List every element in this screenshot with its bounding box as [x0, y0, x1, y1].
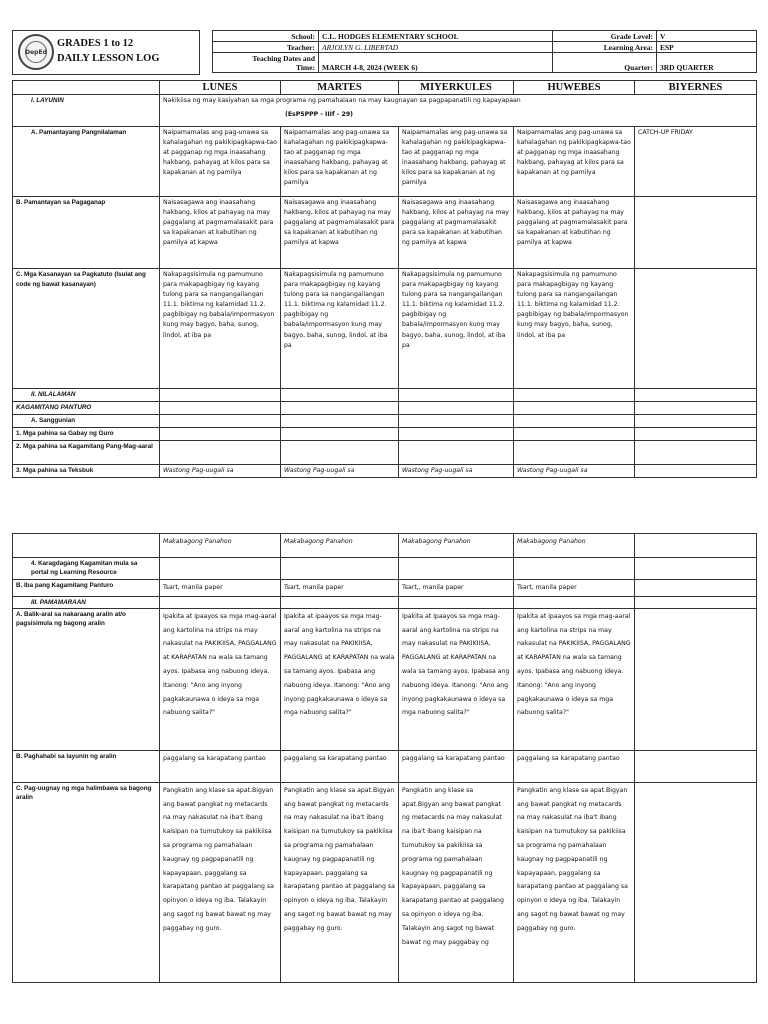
day-biyernes: BIYERNES	[635, 81, 757, 95]
pamantayang-cell-biyernes: CATCH-UP FRIDAY	[635, 127, 757, 197]
area-value: ESP	[657, 42, 757, 53]
pagaganap-cell-martes: Naisasagawa ang inaasahang hakbang, kilos at pahayag na may paggalang at pagmamalasakit para sa kapakanan at kabutihan ng pamilya at kapwa	[281, 197, 399, 269]
day-header-row	[13, 81, 757, 95]
lesson-table-page1	[12, 80, 757, 478]
pamantayang-cell-huwebes: Naipamamalas ang pag-unawa sa kahalagahan ng pakikipagkapwa-tao at pagganap ng mga inaasahang hakbang, pahayag at kilos para sa kapakanan at ng pamilya	[514, 127, 635, 197]
day-miyerkules: MIYERKULES	[399, 81, 514, 95]
grade-label: Grade Level:	[553, 31, 657, 42]
iba-cell-huwebes: Tsart, manila paper	[514, 580, 635, 597]
seal-text: DepEd	[25, 41, 47, 63]
school-value: C.L. HODGES ELEMENTARY SCHOOL	[319, 31, 553, 42]
panahon-cell-miyerkules: Makabagong Panahon	[399, 534, 514, 558]
pamantayang-cell-miyerkules: Naipamamalas ang pag-unawa sa kahalagahan ng pakikipagkapwa-tao at pagganap ng mga inaasahang hakbang, pahayag at kilos para sa kapakanan at ng pamilya	[399, 127, 514, 197]
kagamitan-label: KAGAMITANG PANTURO	[13, 402, 160, 415]
title-dll: DAILY LESSON LOG	[57, 53, 160, 64]
paghahabi-row	[13, 750, 757, 782]
pagaganap-label: B. Pamantayan sa Pagaganap	[13, 197, 160, 269]
quarter-label: Quarter:	[553, 53, 657, 73]
pamamaraan-label: III. PAMAMARAAN	[13, 596, 160, 608]
panahon-cell-lunes: Makabagong Panahon	[160, 534, 281, 558]
pamantayang-label: A. Pamantayang Pangnilalaman	[13, 127, 160, 197]
kasanayan-cell-huwebes: Nakapagsisimula ng pamumuno para makapagbigay ng kayang tulong para sa nangangailangan 11.1. biktima ng kalamidad 11.2. pagbibigay ng babala/impormasyon kung may bagyo, baha, sunog, lindol, at iba pa	[514, 269, 635, 389]
kasanayan-cell-lunes: Nakapagsisimula ng pamumuno para makapagbigay ng kayang tulong para sa nangangailangan 11.1. biktima ng kalamidad 11.2. pagbibigay ng babala/impormasyon kung may bagyo, baha, sunog, lindol, at iba pa	[160, 269, 281, 389]
kagamitang-row	[13, 441, 757, 465]
pamantayang-cell-lunes: Naipamamalas ang pag-unawa sa kahalagahan ng pakikipagkapwa-tao at pagganap ng mga inaasahang hakbang, pahayag at kilos para sa kapakanan at ng pamilya	[160, 127, 281, 197]
kasanayan-label: C. Mga Kasanayan sa Pagkatuto (Isulat ang code ng bawat kasanayan)	[13, 269, 160, 389]
header-info-table	[212, 30, 757, 73]
pag-uugnay-row	[13, 782, 757, 982]
day-martes: MARTES	[281, 81, 399, 95]
kagamitang-label: 2. Mga pahina sa Kagamitang Pang-Mag-aaral	[13, 441, 160, 465]
teksbuk-cell-lunes: Wastong Pag-uugali sa	[160, 465, 281, 478]
balik-aral-label: A. Balik-aral sa nakaraang aralin at/o pagsisimula ng bagong aralin	[13, 608, 160, 750]
iba-pang-kagamitan-row	[13, 580, 757, 597]
pagaganap-cell-huwebes: Naisasagawa ang inaasahang hakbang, kilos at pahayag na may paggalang at pagmamalasakit para sa kapakanan at kabutihan ng pamilya at kapwa	[514, 197, 635, 269]
teksbuk-row	[13, 465, 757, 478]
panahon-row	[13, 534, 757, 558]
pag-uugnay-cell-lunes: Pangkatin ang klase sa apat.Bigyan ang bawat pangkat ng metacards na may nakasulat na iba't ibang kaisipan na tumutukoy sa pakikiisa sa programa ng pamahalaan kaugnay ng pagpapanatili ng kapayapaan, paggalang sa karapatang pantao at paggalang sa opinyon o ideya ng iba. Talakayin ang sagot ng bawat bawat ng may paggabay ng guro.	[160, 782, 281, 982]
panahon-label-cell	[13, 534, 160, 558]
teksbuk-cell-miyerkules: Wastong Pag-uugali sa	[399, 465, 514, 478]
gabay-label: 1. Mga pahina sa Gabay ng Guro	[13, 428, 160, 441]
day-lunes: LUNES	[160, 81, 281, 95]
pag-uugnay-label: C. Pag-uugnay ng mga halimbawa sa bagong aralin	[13, 782, 160, 982]
balik-cell-miyerkules: Ipakita at ipaayos sa mga mag-aaral ang kartolina na strips na may nakasulat na PAKIKIISA, PAGGALANG at KARAPATAN na wala sa tamang ayos. Ipabasa ang nabuong ideya. Itanong: "Ano ang inyong pagkakaunawa o ideya sa mga nabuong salita?"	[399, 608, 514, 750]
pag-uugnay-cell-huwebes: Pangkatin ang klase sa apat.Bigyan ang bawat pangkat ng metacards na may nakasulat na iba't ibang kaisipan na tumutukoy sa pakikiisa sa programa ng pamahalaan kaugnay ng pagpapanatili ng kapayapaan, paggalang sa karapatang pantao at paggalang sa opinyon o ideya ng iba. Talakayin ang sagot ng bawat bawat ng may paggabay ng guro.	[514, 782, 635, 982]
dates-value: MARCH 4-8, 2024 (WEEK 6)	[319, 53, 553, 73]
iba-cell-lunes: Tsart, manila paper	[160, 580, 281, 597]
iba-cell-martes: Tsart, manila paper	[281, 580, 399, 597]
teksbuk-label: 3. Mga pahina sa Teksbuk	[13, 465, 160, 478]
teksbuk-cell-martes: Wastong Pag-uugali sa	[281, 465, 399, 478]
pag-uugnay-cell-miyerkules: Pangkatin ang klase sa apat.Bigyan ang bawat pangkat ng metacards na may nakasulat na iba't ibang kaisipan na tumutukoy sa pakikiisa sa programa ng pamahalaan kaugnay ng pagpapanatili ng kapayapaan, paggalang sa karapatang pantao at paggalang sa opinyon o ideya ng iba. Talakayin ang sagot ng bawat bawat ng may paggabay ng	[399, 782, 514, 982]
balik-cell-biyernes	[635, 608, 757, 750]
pag-uugnay-cell-martes: Pangkatin ang klase sa apat.Bigyan ang bawat pangkat ng metacards na may nakasulat na iba't ibang kaisipan na tumutukoy sa pakikiisa sa programa ng pamahalaan kaugnay ng pagpapanatili ng kapayapaan, paggalang sa karapatang pantao at paggalang sa opinyon o ideya ng iba. Talakayin ang sagot ng bawat bawat ng may paggabay ng guro.	[281, 782, 399, 982]
teacher-value: ARJOLYN G. LIBERTAD	[319, 42, 553, 53]
teksbuk-cell-huwebes: Wastong Pag-uugali sa	[514, 465, 635, 478]
learning-resource-row	[13, 558, 757, 580]
panahon-cell-huwebes: Makabagong Panahon	[514, 534, 635, 558]
pamantayang-cell-martes: Naipamamalas ang pag-unawa sa kahalagahan ng pakikipagkapwa-tao at pagganap ng mga inaasahang hakbang, pahayag at kilos para sa kapakanan at ng pamilya	[281, 127, 399, 197]
sanggunian-label: A. Sanggunian	[13, 415, 160, 428]
pagaganap-cell-miyerkules: Naisasagawa ang inaasahang hakbang, kilos at pahayag na may paggalang at pagmamalasakit para sa kapakanan at kabutihan ng pamilya at kapwa	[399, 197, 514, 269]
pagaganap-row	[13, 197, 757, 269]
panahon-cell-biyernes	[635, 534, 757, 558]
kasanayan-cell-biyernes	[635, 269, 757, 389]
paghahabi-cell-miyerkules: paggalang sa karapatang pantao	[399, 750, 514, 782]
layunin-row	[13, 95, 757, 127]
deped-header-box	[12, 30, 200, 75]
lesson-table-page2	[12, 533, 757, 983]
panahon-cell-martes: Makabagong Panahon	[281, 534, 399, 558]
learning-resource-label: 4. Karagdagang Kagamitan mula sa portal ng Learning Resource	[13, 558, 160, 580]
school-label: School:	[213, 31, 319, 42]
quarter-value: 3RD QUARTER	[657, 53, 757, 73]
balik-cell-huwebes: Ipakita at ipaayos sa mga mag-aaral ang kartolina na strips na may nakasulat na PAKIKIISA, PAGGALANG at KARAPATAN na wala sa tamang ayos. Ipabasa ang nabuong ideya. Itanong: "Ano ang inyong pagkakaunawa o ideya sa mga nabuong salita?"	[514, 608, 635, 750]
layunin-code: (EsP5PPP - IIIf - 29)	[285, 111, 353, 119]
balik-cell-lunes: Ipakita at ipaayos sa mga mag-aaral ang kartolina na strips na may nakasulat na PAKIKIISA, PAGGALANG at KARAPATAN na wala sa tamang ayos. Ipabasa ang nabuong ideya. Itanong: "Ano ang inyong pagkakaunawa o ideya sa mga nabuong salita?"	[160, 608, 281, 750]
layunin-label: I. LAYUNIN	[13, 95, 160, 127]
deped-seal-icon	[18, 34, 54, 70]
paghahabi-cell-lunes: paggalang sa karapatang pantao	[160, 750, 281, 782]
paghahabi-label: B. Paghahabi sa layunin ng aralin	[13, 750, 160, 782]
pamantayang-row	[13, 127, 757, 197]
corner-cell	[13, 81, 160, 95]
grade-value: V	[657, 31, 757, 42]
teacher-label: Teacher:	[213, 42, 319, 53]
gabay-row	[13, 428, 757, 441]
document-title	[57, 36, 160, 66]
nilalaman-label: II. NILALAMAN	[13, 389, 160, 402]
layunin-text: Nakikiisa ng may kasiyahan sa mga programa ng pamahalaan na may kaugnayan sa pagpapanatili ng kapayapaan	[163, 97, 521, 104]
sanggunian-row	[13, 415, 757, 428]
kasanayan-row	[13, 269, 757, 389]
iba-pang-kagamitan-label: B. Iba pang Kagamitang Panturo	[13, 580, 160, 597]
paghahabi-cell-martes: paggalang sa karapatang pantao	[281, 750, 399, 782]
kasanayan-cell-miyerkules: Nakapagsisimula ng pamumuno para makapagbigay ng kayang tulong para sa nangangailangan 11.1. biktima ng kalamidad 11.2. pagbibigay ng babala/impormasyon kung may bagyo, baha, sunog, lindol, at iba pa	[399, 269, 514, 389]
iba-cell-biyernes	[635, 580, 757, 597]
title-grades: GRADES 1 to 12	[57, 38, 134, 49]
kagamitan-row	[13, 402, 757, 415]
pamamaraan-row	[13, 596, 757, 608]
dates-label	[213, 53, 319, 73]
iba-cell-miyerkules: Tsart,, manila paper	[399, 580, 514, 597]
teksbuk-cell-biyernes	[635, 465, 757, 478]
nilalaman-row	[13, 389, 757, 402]
area-label: Learning Area:	[553, 42, 657, 53]
pag-uugnay-cell-biyernes	[635, 782, 757, 982]
kasanayan-cell-martes: Nakapagsisimula ng pamumuno para makapagbigay ng kayang tulong para sa nangangailangan 11.1. biktima ng kalamidad 11.2. pagbibigay ng babala/impormasyon kung may bagyo, baha, sunog, lindol, at iba pa	[281, 269, 399, 389]
balik-aral-row	[13, 608, 757, 750]
dates-label-line2: Time:	[295, 62, 315, 72]
day-huwebes: HUWEBES	[514, 81, 635, 95]
pagaganap-cell-biyernes	[635, 197, 757, 269]
paghahabi-cell-huwebes: paggalang sa karapatang pantao	[514, 750, 635, 782]
balik-cell-martes: Ipakita at ipaayos sa mga mag-aaral ang kartolina na strips na may nakasulat na PAKIKIISA, PAGGALANG at KARAPATAN na wala sa tamang ayos. Ipabasa ang nabuong ideya. Itanong: "Ano ang inyong pagkakaunawa o ideya sa mga nabuong salita?"	[281, 608, 399, 750]
dates-label-line1: Teaching Dates and	[252, 53, 315, 63]
pagaganap-cell-lunes: Naisasagawa ang inaasahang hakbang, kilos at pahayag na may paggalang at pagmamalasakit para sa kapakanan at kabutihan ng pamilya at kapwa	[160, 197, 281, 269]
paghahabi-cell-biyernes	[635, 750, 757, 782]
layunin-cell	[160, 95, 757, 127]
